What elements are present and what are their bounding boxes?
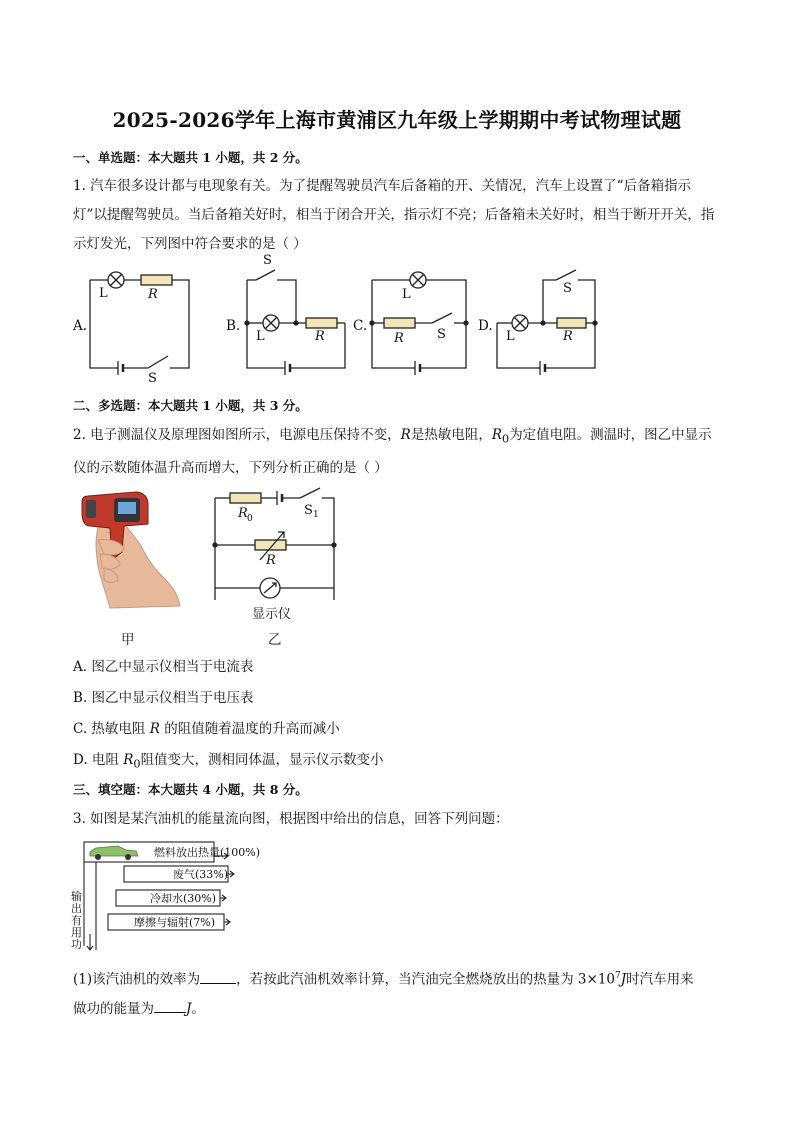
svg-text:用: 用 bbox=[71, 926, 82, 939]
answer-blank-work[interactable] bbox=[154, 998, 186, 1013]
label-s1-subscript: 1 bbox=[313, 510, 319, 520]
energy-flow-diagram bbox=[68, 838, 278, 958]
useful-work-label bbox=[71, 889, 82, 951]
question-3-sub-1: (1)该汽油机的效率为 ，若按此汽油机效率计算，当汽油完全燃烧放出的热量为 $3\times 10^7J$时汽车用来 做功的能量为 J。 bbox=[73, 962, 723, 1024]
circuit-b bbox=[245, 270, 345, 375]
q2-option-c: C. 热敏电阻 R 的阻值随着温度的升高而减小 bbox=[73, 721, 340, 737]
thermometer-photo bbox=[70, 482, 190, 610]
q2-option-b: B. 图乙中显示仪相当于电压表 bbox=[73, 690, 254, 706]
question-1-text: 1. 汽车很多设计都与电现象有关。为了提醒驾驶员汽车后备箱的开、关情况，汽车上设置了“后备箱指示灯”以提醒驾驶员。当后备箱关好时，相当于闭合开关，指示灯不亮；后备箱未关好时，相当于断开开关，指示灯发光，下列图中符合要求的是（ ） bbox=[73, 178, 715, 252]
label-r: R bbox=[266, 553, 276, 568]
label-r0-subscript: 0 bbox=[247, 514, 253, 524]
resistor-icon bbox=[306, 318, 337, 328]
question-2-text: 2. 电子测温仪及原理图如图所示，电源电压保持不变，R是热敏电阻，$R_0$为定值电阻。测温时，图乙中显示仪的示数随体温升高而增大，下列分析正确的是（ ） bbox=[73, 427, 712, 476]
option-b-label: B. bbox=[226, 318, 241, 334]
q2-circuit-diagram bbox=[200, 480, 350, 630]
resistor-icon bbox=[557, 318, 586, 328]
q2-option-d: D. 电阻 $R_0$阻值变大，测相同体温，显示仪示数变小 bbox=[73, 752, 384, 771]
option-c-label: C. bbox=[353, 318, 368, 334]
svg-text:功: 功 bbox=[71, 938, 82, 951]
circuit-c bbox=[370, 272, 468, 375]
label-l: L bbox=[256, 329, 265, 344]
circuit-d bbox=[497, 270, 597, 375]
label-l: L bbox=[99, 286, 108, 301]
label-s: S bbox=[437, 327, 446, 342]
section-header-single-choice: 一、单选题：本大题共 1 小题，共 2 分。 bbox=[73, 150, 308, 165]
option-d-label: D. bbox=[478, 318, 493, 334]
q1-circuit-diagrams bbox=[0, 0, 794, 400]
option-a-label: A. bbox=[73, 318, 88, 334]
figure-label-jia: 甲 bbox=[121, 632, 135, 648]
label-l: L bbox=[402, 287, 411, 302]
label-r: R bbox=[315, 329, 325, 344]
label-s1: S bbox=[304, 503, 313, 518]
resistor-r0-icon bbox=[230, 493, 261, 503]
label-display: 显示仪 bbox=[252, 607, 292, 622]
page-title: 2025-2026学年上海市黄浦区九年级上学期期中考试物理试题 bbox=[112, 108, 682, 132]
label-l: L bbox=[506, 329, 515, 344]
answer-blank-efficiency[interactable] bbox=[200, 969, 236, 984]
figure-label-yi: 乙 bbox=[268, 632, 282, 648]
section-header-fill-blank: 三、填空题：本大题共 4 小题，共 8 分。 bbox=[73, 782, 308, 797]
label-r0: R bbox=[238, 506, 248, 521]
fuel-heat-label: 燃料放出热量(100%) bbox=[154, 846, 261, 859]
q2-option-a: A. 图乙中显示仪相当于电流表 bbox=[73, 659, 254, 675]
label-r: R bbox=[148, 287, 158, 302]
section-header-multiple-choice: 二、多选题：本大题共 1 小题，共 3 分。 bbox=[73, 398, 308, 413]
resistor-icon bbox=[141, 275, 172, 285]
label-s: S bbox=[148, 371, 157, 386]
cooling-water-label: 冷却水(30%) bbox=[150, 892, 217, 905]
label-s: S bbox=[563, 281, 572, 296]
svg-text:有: 有 bbox=[71, 914, 82, 927]
label-r: R bbox=[563, 329, 573, 344]
label-r: R bbox=[394, 331, 404, 346]
question-3-text: 3. 如图是某汽油机的能量流向图，根据图中给出的信息，回答下列问题： bbox=[73, 811, 509, 827]
svg-text:输: 输 bbox=[71, 890, 82, 903]
friction-radiation-label: 摩擦与辐射(7%) bbox=[134, 916, 216, 929]
label-s: S bbox=[263, 253, 272, 268]
resistor-icon bbox=[384, 318, 415, 328]
svg-text:出: 出 bbox=[71, 902, 82, 915]
exhaust-label: 废气(33%) bbox=[173, 868, 229, 881]
